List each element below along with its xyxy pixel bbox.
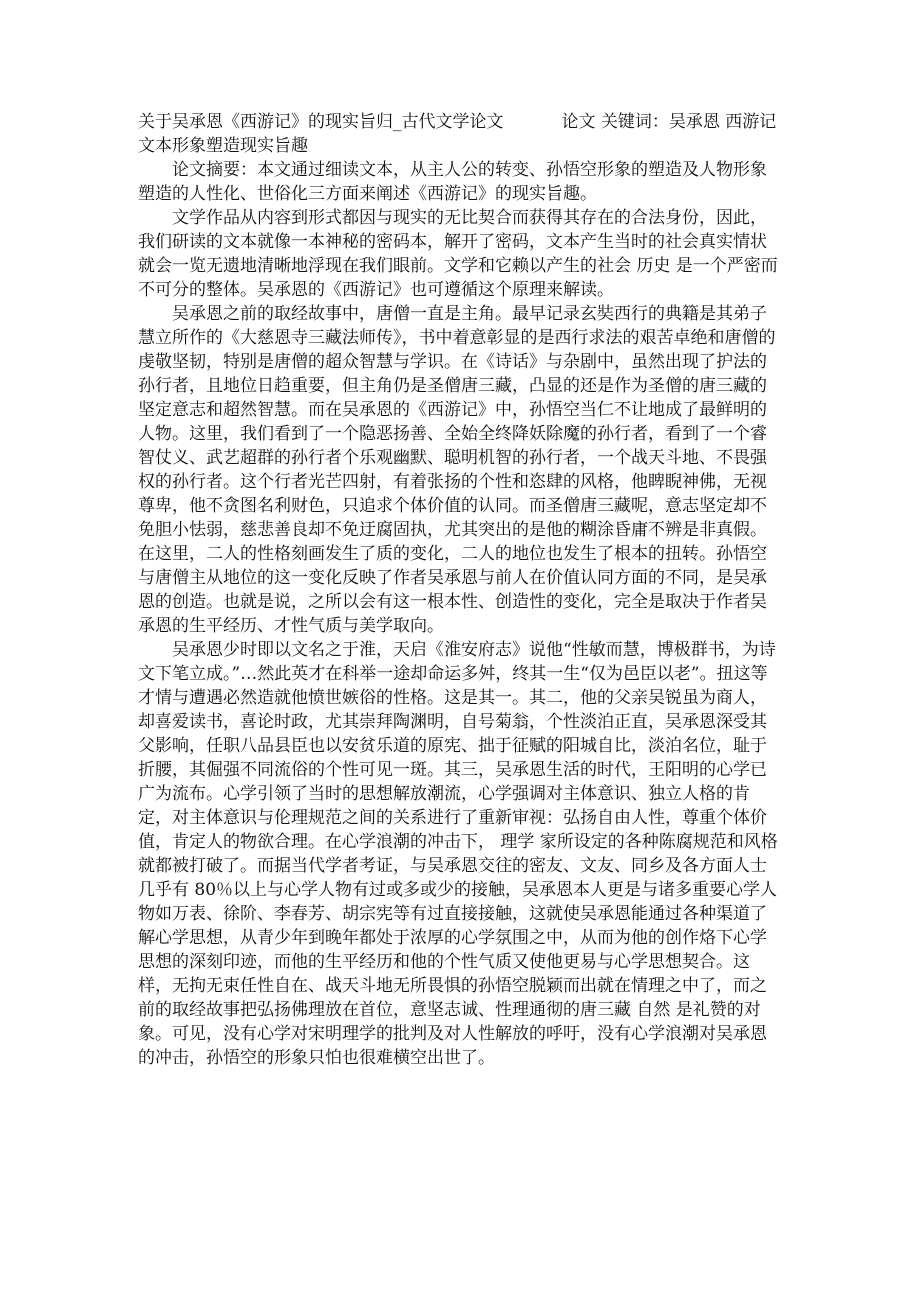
abstract-paragraph: 论文摘要：本文通过细读文本，从主人公的转变、孙悟空形象的塑造及人物形象塑造的人性化、世俗化三方面来阐述《西游记》的现实旨趣。 xyxy=(138,160,767,204)
body-paragraph-3: 吴承恩少时即以文名之于淮，天启《淮安府志》说他“性敏而慧，博极群书，为诗文下笔立成。”…然此英才在科举一途却命运多舛，终其一生“仅为邑臣以老”。扭这等才情与遭遇必然造就他愤世嫉俗的性格。这是其一。其二，他的父亲吴锐虽为商人，却喜爱读书，喜论时政，尤其崇拜陶渊明，自号菊翁，个性淡泊正直，吴承恩深受其父影响，任职八品县臣也以安贫乐道的原宪、拙于征赋的阳城自比，淡泊名位，耻于折腰，其倔强不同流俗的个性可见一斑。其三，吴承恩生活的时代，王阳明的心学已广为流布。心学引领了当时的思想解放潮流，心学强调对主体意识、独立人格的肯定，对主体意识与伦理规范之间的关系进行了重新审视：弘扬自由人性，尊重个体价值，肯定人的物欲合理。在心学浪潮的冲击下， 理学 家所设定的各种陈腐规范和风格就都被打破了。而据当代学者考证，与吴承恩交往的密友、文友、同乡及各方面人士几乎有 80％以上与心学人物有过或多或少的接触，吴承恩本人更是与诸多重要心学人物如万表、徐阶、李春芳、胡宗宪等有过直接接触，这就使吴承恩能通过各种渠道了解心学思想，从青少年到晚年都处于浓厚的心学氛围之中，从而为他的创作烙下心学思想的深刻印迹，而他的生平经历和他的个性气质又使他更易与心学思想契合。这样，无拘无束任性自在、战天斗地无所畏惧的孙悟空脱颖而出就在情理之中了，而之前的取经故事把弘扬佛理放在首位，意坚志诚、性理通彻的唐三藏 自然 是礼赞的对象。可见，没有心学对宋明理学的批判及对人性解放的呼吁，没有心学浪潮对吴承恩的冲击，孙悟空的形象只怕也很难横空出世了。 xyxy=(138,640,778,1068)
document-page xyxy=(138,110,778,1070)
body-paragraph-1: 文学作品从内容到形式都因与现实的无比契合而获得其存在的合法身份，因此，我们研读的文本就像一本神秘的密码本，解开了密码，文本产生当时的社会真实情状就会一览无遗地清晰地浮现在我们眼前。文学和它赖以产生的社会 历史 是一个严密而不可分的整体。吴承恩的《西游记》也可遵循这个原理来解读。 xyxy=(138,208,778,300)
body-paragraph-2: 吴承恩之前的取经故事中，唐僧一直是主角。最早记录玄奘西行的典籍是其弟子慧立所作的《大慈恩寺三藏法师传》，书中着意彰显的是西行求法的艰苦卓绝和唐僧的虔敬坚韧，特别是唐僧的超众智慧与学识。在《诗话》与杂剧中，虽然出现了护法的孙行者，且地位日趋重要，但主角仍是圣僧唐三藏，凸显的还是作为圣僧的唐三藏的坚定意志和超然智慧。而在吴承恩的《西游记》中，孙悟空当仁不让地成了最鲜明的人物。这里，我们看到了一个隐恶扬善、全始全终降妖除魔的孙行者，看到了一个睿智仗义、武艺超群的孙行者个乐观幽默、聪明机智的孙行者，一个战天斗地、不畏强权的孙行者。这个行者光芒四射，有着张扬的个性和恣肆的风格，他睥睨神佛，无视尊卑，他不贪图名利财色，只追求个体价值的认同。而圣僧唐三藏呢，意志坚定却不免胆小怯弱，慈悲善良却不免迂腐固执，尤其突出的是他的糊涂昏庸不辨是非真假。在这里，二人的性格刻画发生了质的变化，二人的地位也发生了根本的扭转。孙悟空与唐僧主从地位的这一变化反映了作者吴承恩与前人在价值认同方面的不同，是吴承恩的创造。也就是说，之所以会有这一根本性、创造性的变化，完全是取决于作者吴承恩的生平经历、才性气质与美学取向。 xyxy=(138,304,776,636)
keywords-text: 吴承恩 西游记文本形象塑造现实旨趣 xyxy=(138,112,777,156)
document-title: 关于吴承恩《西游记》的现实旨归_古代文学论文 xyxy=(138,112,504,132)
title-keywords-line xyxy=(138,110,778,158)
keywords-label: 论文 关键词： xyxy=(561,112,669,132)
